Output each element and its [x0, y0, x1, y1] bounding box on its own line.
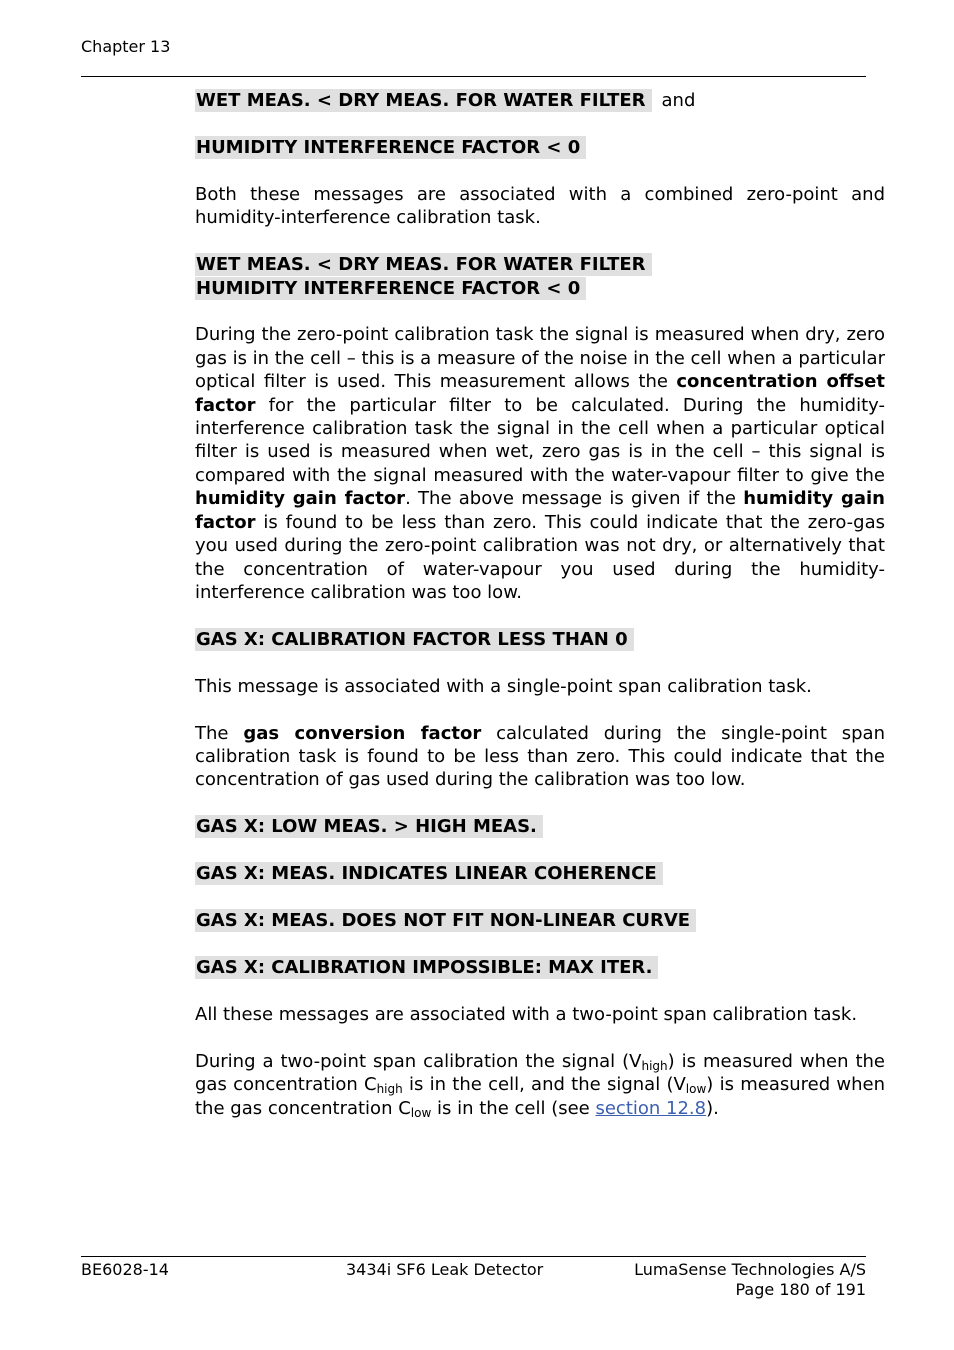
message-highlight: GAS X: CALIBRATION FACTOR LESS THAN 0: [195, 628, 634, 651]
subscript: high: [641, 1058, 668, 1073]
footer-doc-id: BE6028-14: [81, 1260, 169, 1279]
message-highlight: GAS X: CALIBRATION IMPOSSIBLE: MAX ITER.: [195, 956, 658, 979]
subscript: low: [685, 1082, 707, 1097]
footer-company: LumaSense Technologies A/S: [634, 1260, 866, 1279]
subscript: low: [410, 1105, 432, 1120]
and-text: and: [661, 90, 696, 111]
bold-term: humidity gain factor: [195, 488, 406, 510]
paragraph-zero-point-explanation: [195, 323, 885, 604]
message-heading-cal-factor: [195, 628, 885, 651]
text-run: During the zero-point calibration task the signal is measured when dry, zero gas is in the cell – this is a measure of the noise in the cell when a particular optical filter is used. This measurement allows the: [195, 324, 885, 393]
footer-page-number: Page 180 of 191: [735, 1280, 866, 1299]
footer-divider: [81, 1256, 866, 1257]
paragraph-gas-conversion: [195, 722, 885, 792]
message-highlight: WET MEAS. < DRY MEAS. FOR WATER FILTER: [195, 253, 652, 276]
text-run: ).: [706, 1097, 719, 1119]
message-heading-humidity-3: [195, 277, 885, 300]
text-run: calculated during the single-point span calibration task is found to be less than zero. This could indicate that the concentration of gas used during the calibration was too low.: [195, 722, 885, 791]
text-run: . The above message is given if the: [405, 488, 744, 510]
text-run: ) is measured when the gas concentration C: [195, 1050, 885, 1096]
page-content: [195, 89, 885, 1144]
footer-product: 3434i SF6 Leak Detector: [346, 1260, 544, 1279]
text-run: During a two-point span calibration the signal (V: [195, 1050, 642, 1072]
paragraph-two-point-detail: [195, 1050, 885, 1120]
text-run: is in the cell, and the signal (V: [402, 1074, 686, 1096]
bold-term: gas conversion factor: [243, 722, 482, 744]
message-highlight: GAS X: MEAS. DOES NOT FIT NON-LINEAR CURVE: [195, 909, 696, 932]
text-run: ) is measured when the gas concentration C: [195, 1074, 886, 1119]
header-divider: [81, 76, 866, 77]
message-heading-humidity: [195, 136, 885, 159]
message-heading-low-high: [195, 815, 885, 838]
text-run: is found to be less than zero. This could indicate that the zero-gas you used during the zero-point calibration was not dry, or alternatively that the concentration of water-vapour you used during the humidity-interference calibration was too low.: [195, 511, 885, 603]
message-highlight: GAS X: LOW MEAS. > HIGH MEAS.: [195, 815, 543, 838]
message-heading-wet-meas: [195, 89, 885, 112]
text-run: The: [195, 722, 244, 744]
bold-term: humidity gain factor: [195, 488, 885, 533]
message-heading-wet-meas-2: [195, 253, 885, 276]
message-highlight: HUMIDITY INTERFERENCE FACTOR < 0: [195, 136, 586, 159]
message-highlight: WET MEAS. < DRY MEAS. FOR WATER FILTER: [195, 89, 652, 112]
paragraph-two-point: All these messages are associated with a two-point span calibration task.: [195, 1003, 858, 1025]
paragraph-single-point: This message is associated with a single-point span calibration task.: [195, 675, 812, 697]
section-link[interactable]: section 12.8: [595, 1097, 707, 1119]
message-highlight: HUMIDITY INTERFERENCE FACTOR < 0: [195, 277, 586, 300]
text-run: is in the cell (see: [431, 1097, 596, 1119]
text-run: for the particular filter to be calculated. During the humidity-interference calibration task the signal in the cell when a particular optical filter is used is measured when wet, zero gas is in the cell – this signal is compared with the signal measured with the water-vapour filter to give the: [195, 394, 885, 486]
paragraph-combined-task: Both these messages are associated with a combined zero-point and humidity-interference calibration task.: [195, 183, 885, 229]
subscript: high: [376, 1082, 403, 1097]
message-highlight: GAS X: MEAS. INDICATES LINEAR COHERENCE: [195, 862, 663, 885]
bold-term: concentration offset factor: [195, 371, 885, 416]
message-heading-linear: [195, 862, 885, 885]
footer-company-page: [634, 1260, 866, 1300]
message-heading-non-linear: [195, 909, 885, 932]
chapter-label: Chapter 13: [81, 37, 171, 56]
message-heading-max-iter: [195, 956, 885, 979]
